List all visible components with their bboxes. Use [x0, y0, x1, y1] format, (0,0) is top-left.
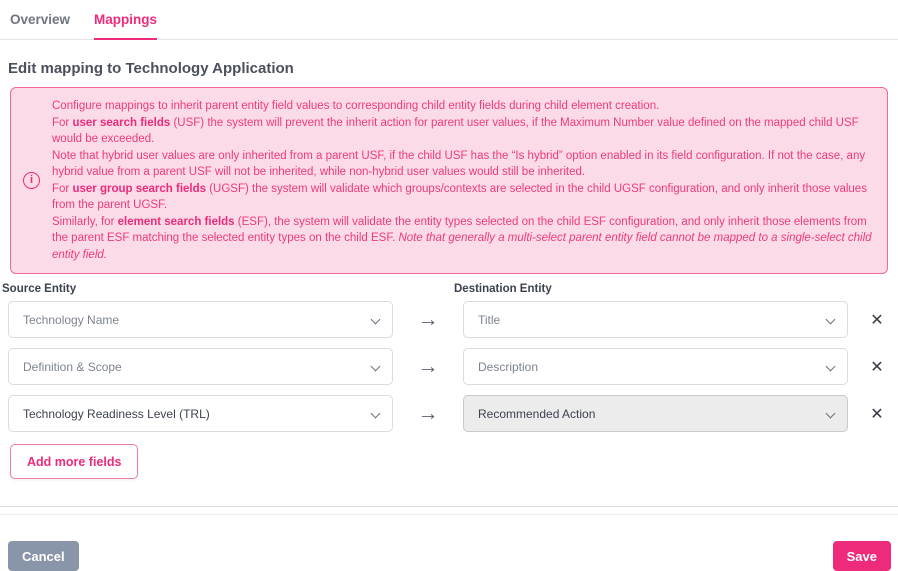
- source-field-select[interactable]: [8, 301, 393, 338]
- page-title: Edit mapping to Technology Application: [8, 60, 294, 77]
- source-field-select[interactable]: [8, 395, 393, 432]
- destination-field-select[interactable]: [463, 395, 848, 432]
- close-icon: ✕: [870, 405, 884, 423]
- save-button[interactable]: Save: [833, 541, 891, 571]
- footer-actions: [8, 541, 891, 571]
- source-entity-label: Source Entity: [2, 283, 77, 295]
- close-icon: ✕: [870, 311, 884, 329]
- remove-mapping-button[interactable]: [866, 357, 888, 377]
- tab-bar: [0, 0, 898, 40]
- source-field-value: Technology Name: [23, 312, 120, 327]
- arrow-right-icon: →: [417, 355, 439, 378]
- destination-field-value: Title: [478, 312, 501, 327]
- remove-mapping-button[interactable]: [866, 404, 888, 424]
- source-field-value: Technology Readiness Level (TRL): [23, 406, 210, 421]
- mapping-row: [8, 301, 898, 338]
- tab-overview[interactable]: Overview: [10, 12, 71, 27]
- chevron-down-icon: [826, 362, 836, 372]
- arrow-right-icon: →: [417, 402, 439, 425]
- remove-mapping-button[interactable]: [866, 310, 888, 330]
- info-banner-text: Configure mappings to inherit parent entity field values to corresponding child entity fields during child element creation. For user search fields (USF) the system will prevent the inherit action for parent user values, if the Maximum Number value defined on the mapped child USF would be exceeded. Note that hybrid user values are only inherited from a parent USF, if the child USF has the “Is hybrid” option enabled in its field configuration. If not the case, any hybrid value from a parent USF will not be inherited, while non-hybrid user values would still be inherited. For user group search fields (UGSF) the system will validate which groups/contexts are selected in the child UGSF configuration, and only inherit those values from the parent UGSF. Similarly, for element search fields (ESF), the system will validate the entity types selected on the child ESF configuration, and only inherit those elements from the parent ESF matching the selected entity types on the child ESF. Note that generally a multi-select parent entity field cannot be mapped to a single-select child entity field.: [52, 100, 872, 261]
- footer-divider: [0, 506, 898, 507]
- mapping-row: [8, 395, 898, 432]
- destination-entity-label: Destination Entity: [454, 283, 552, 295]
- source-field-value: Definition & Scope: [23, 359, 122, 374]
- info-icon: i: [23, 172, 40, 189]
- destination-field-select[interactable]: [463, 348, 848, 385]
- cancel-button[interactable]: Cancel: [8, 541, 79, 571]
- destination-field-value: Description: [478, 359, 539, 374]
- mapping-row: [8, 348, 898, 385]
- chevron-down-icon: [371, 315, 381, 325]
- source-field-select[interactable]: [8, 348, 393, 385]
- arrow-right-icon: →: [417, 308, 439, 331]
- chevron-down-icon: [826, 315, 836, 325]
- chevron-down-icon: [826, 409, 836, 419]
- chevron-down-icon: [371, 362, 381, 372]
- close-icon: ✕: [870, 358, 884, 376]
- tab-mappings[interactable]: Mappings: [94, 0, 157, 39]
- info-banner: [10, 87, 888, 274]
- add-more-fields-button[interactable]: Add more fields: [10, 444, 138, 479]
- destination-field-select[interactable]: [463, 301, 848, 338]
- destination-field-value: Recommended Action: [478, 406, 596, 421]
- chevron-down-icon: [371, 409, 381, 419]
- column-labels: [2, 283, 898, 295]
